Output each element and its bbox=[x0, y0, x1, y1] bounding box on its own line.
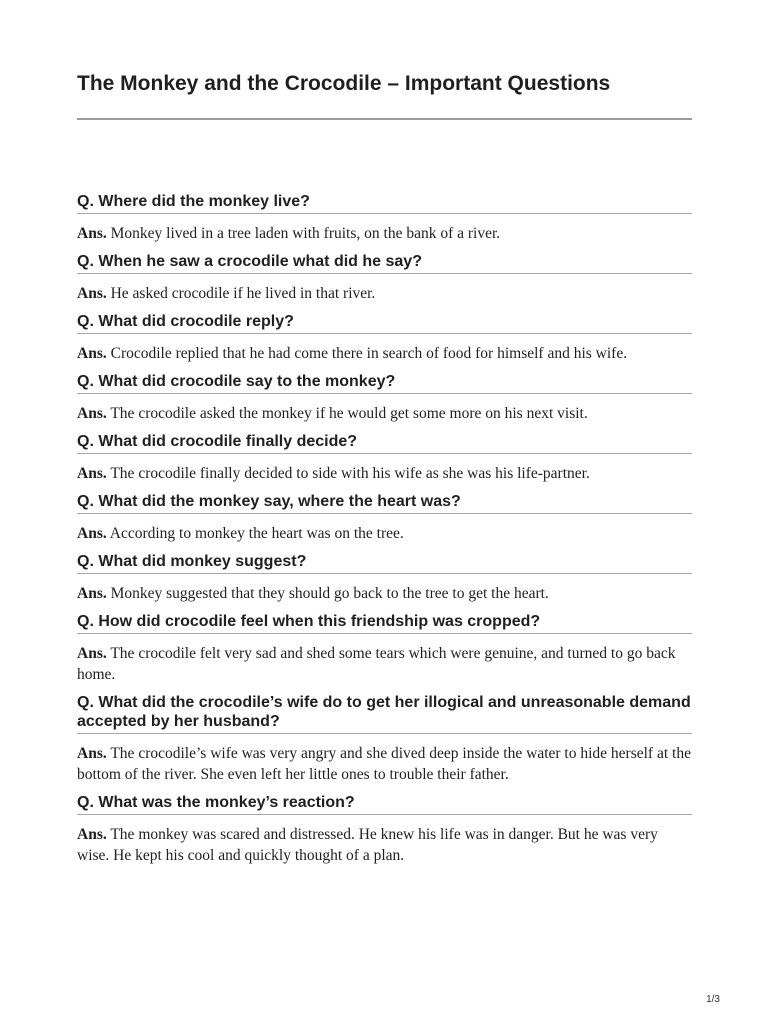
question: Q. When he saw a crocodile what did he say? bbox=[77, 252, 692, 274]
answer-text: Monkey lived in a tree laden with fruits, on the bank of a river. bbox=[110, 225, 501, 242]
answer-text: The crocodile’s wife was very angry and she dived deep inside the water to hide herself at the bottom of the river. She even left her little ones to trouble their father. bbox=[77, 745, 691, 783]
qa-item bbox=[77, 372, 692, 424]
answer bbox=[77, 514, 692, 544]
answer-text: The crocodile felt very sad and shed some tears which were genuine, and turned to go back home. bbox=[77, 645, 676, 683]
answer-text: The crocodile finally decided to side with his wife as she was his life-partner. bbox=[110, 465, 590, 482]
qa-item bbox=[77, 432, 692, 484]
answer bbox=[77, 334, 692, 364]
answer bbox=[77, 634, 692, 685]
qa-item bbox=[77, 192, 692, 244]
page-number: 1/3 bbox=[706, 994, 720, 1005]
qa-item bbox=[77, 492, 692, 544]
answer bbox=[77, 274, 692, 304]
question: Q. What did the crocodile’s wife do to get her illogical and unreasonable demand accepted by her husband? bbox=[77, 693, 692, 734]
answer bbox=[77, 734, 692, 785]
qa-item bbox=[77, 552, 692, 604]
answer-text: The crocodile asked the monkey if he would get some more on his next visit. bbox=[110, 405, 588, 422]
answer-text: Monkey suggested that they should go back to the tree to get the heart. bbox=[110, 585, 549, 602]
question: Q. What did crocodile say to the monkey? bbox=[77, 372, 692, 394]
page-title: The Monkey and the Crocodile – Important Questions bbox=[77, 72, 611, 95]
answer-prefix: Ans. bbox=[77, 465, 107, 482]
question: Q. Where did the monkey live? bbox=[77, 192, 692, 214]
answer-prefix: Ans. bbox=[77, 525, 107, 542]
answer-prefix: Ans. bbox=[77, 345, 107, 362]
qa-item bbox=[77, 693, 692, 785]
answer bbox=[77, 454, 692, 484]
qa-item bbox=[77, 312, 692, 364]
qa-item bbox=[77, 793, 692, 866]
title-divider bbox=[77, 118, 692, 120]
answer-text: The monkey was scared and distressed. He knew his life was in danger. But he was very wise. He kept his cool and quickly thought of a plan. bbox=[77, 826, 658, 864]
question: Q. What did monkey suggest? bbox=[77, 552, 692, 574]
qa-item bbox=[77, 252, 692, 304]
answer-prefix: Ans. bbox=[77, 585, 107, 602]
answer-prefix: Ans. bbox=[77, 405, 107, 422]
answer-text: Crocodile replied that he had come there in search of food for himself and his wife. bbox=[110, 345, 628, 362]
answer bbox=[77, 815, 692, 866]
question: Q. What was the monkey’s reaction? bbox=[77, 793, 692, 815]
qa-list bbox=[77, 192, 692, 874]
question: Q. What did crocodile finally decide? bbox=[77, 432, 692, 454]
answer-prefix: Ans. bbox=[77, 285, 107, 302]
qa-item bbox=[77, 612, 692, 685]
answer-text: According to monkey the heart was on the tree. bbox=[109, 525, 404, 542]
question: Q. What did the monkey say, where the heart was? bbox=[77, 492, 692, 514]
answer-prefix: Ans. bbox=[77, 745, 107, 762]
answer-prefix: Ans. bbox=[77, 826, 107, 843]
answer-prefix: Ans. bbox=[77, 225, 107, 242]
answer-text: He asked crocodile if he lived in that river. bbox=[110, 285, 376, 302]
answer-prefix: Ans. bbox=[77, 645, 107, 662]
question: Q. How did crocodile feel when this friendship was cropped? bbox=[77, 612, 692, 634]
question: Q. What did crocodile reply? bbox=[77, 312, 692, 334]
answer bbox=[77, 574, 692, 604]
answer bbox=[77, 214, 692, 244]
answer bbox=[77, 394, 692, 424]
